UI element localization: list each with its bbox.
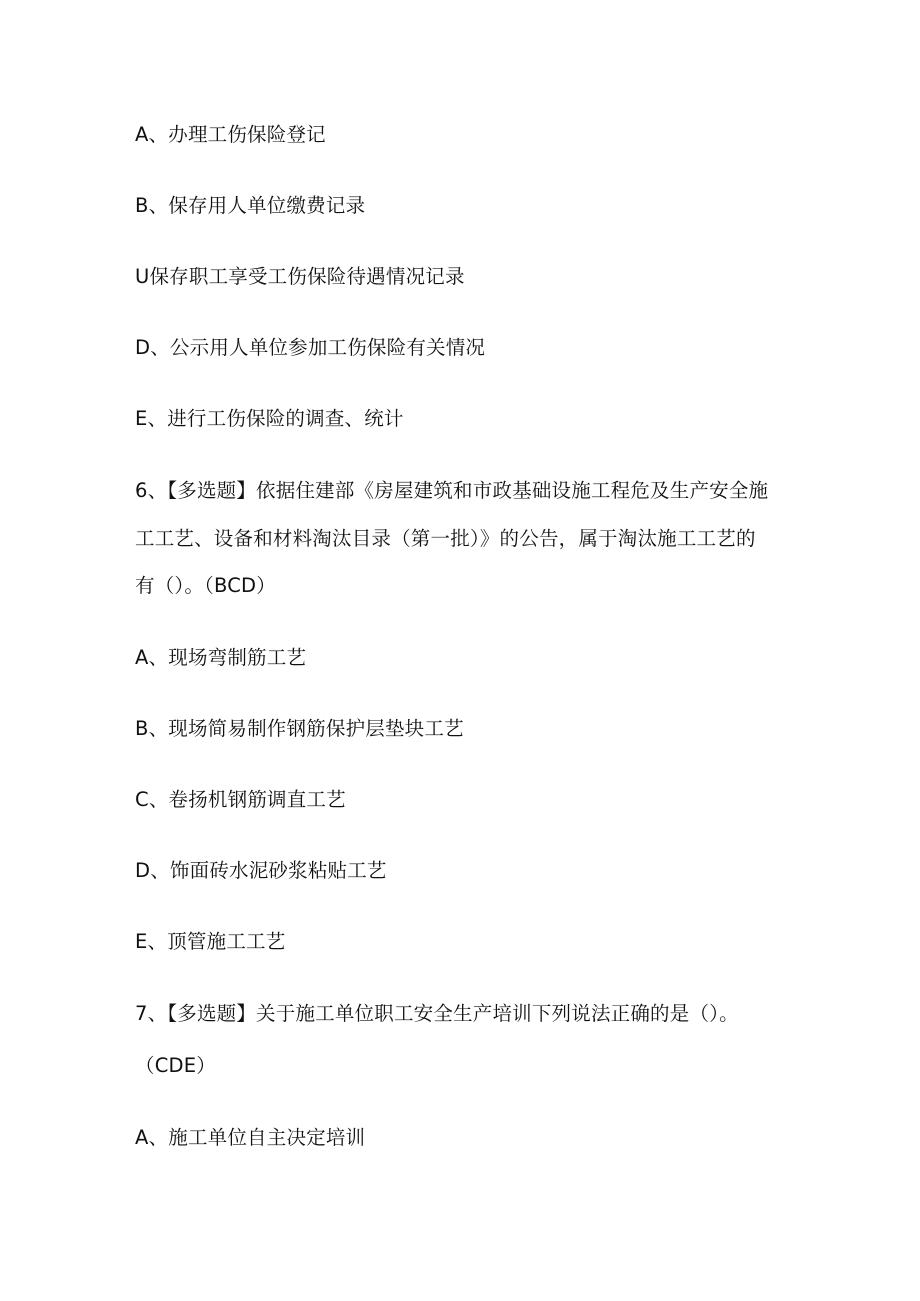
q5-option-c: U保存职工享受工伤保险待遇情况记录: [135, 265, 465, 288]
q6-option-a: A、现场弯制筋工艺: [135, 646, 307, 669]
q5-option-e: E、进行工伤保险的调查、统计: [135, 407, 404, 430]
q7-option-a: A、施工单位自主决定培训: [135, 1126, 366, 1149]
q7-stem-line-1: 7、【多选题】关于施工单位职工安全生产培训下列说法正确的是（）。: [135, 1002, 739, 1025]
q6-stem-line-3-answer: 有（）。（BCD）: [135, 574, 276, 597]
q6-option-d: D、饰面砖水泥砂浆粘贴工艺: [135, 859, 387, 882]
q5-option-d: D、公示用人单位参加工伤保险有关情况: [135, 336, 486, 359]
q5-option-b: B、保存用人单位缴费记录: [135, 194, 366, 217]
q6-option-e: E、顶管施工工艺: [135, 930, 286, 953]
q7-answer: （CDE）: [135, 1054, 216, 1077]
q6-option-c: C、卷扬机钢筋调直工艺: [135, 788, 346, 811]
q6-option-b: B、现场简易制作钢筋保护层垫块工艺: [135, 717, 464, 740]
q5-option-a: A、办理工伤保险登记: [135, 123, 326, 146]
q6-stem-line-2: 工工艺、设备和材料淘汰目录（第一批）》的公告，属于淘汰施工工艺的: [135, 527, 756, 550]
q6-stem-line-1: 6、【多选题】依据住建部《房屋建筑和市政基础设施工程危及生产安全施: [135, 479, 769, 502]
